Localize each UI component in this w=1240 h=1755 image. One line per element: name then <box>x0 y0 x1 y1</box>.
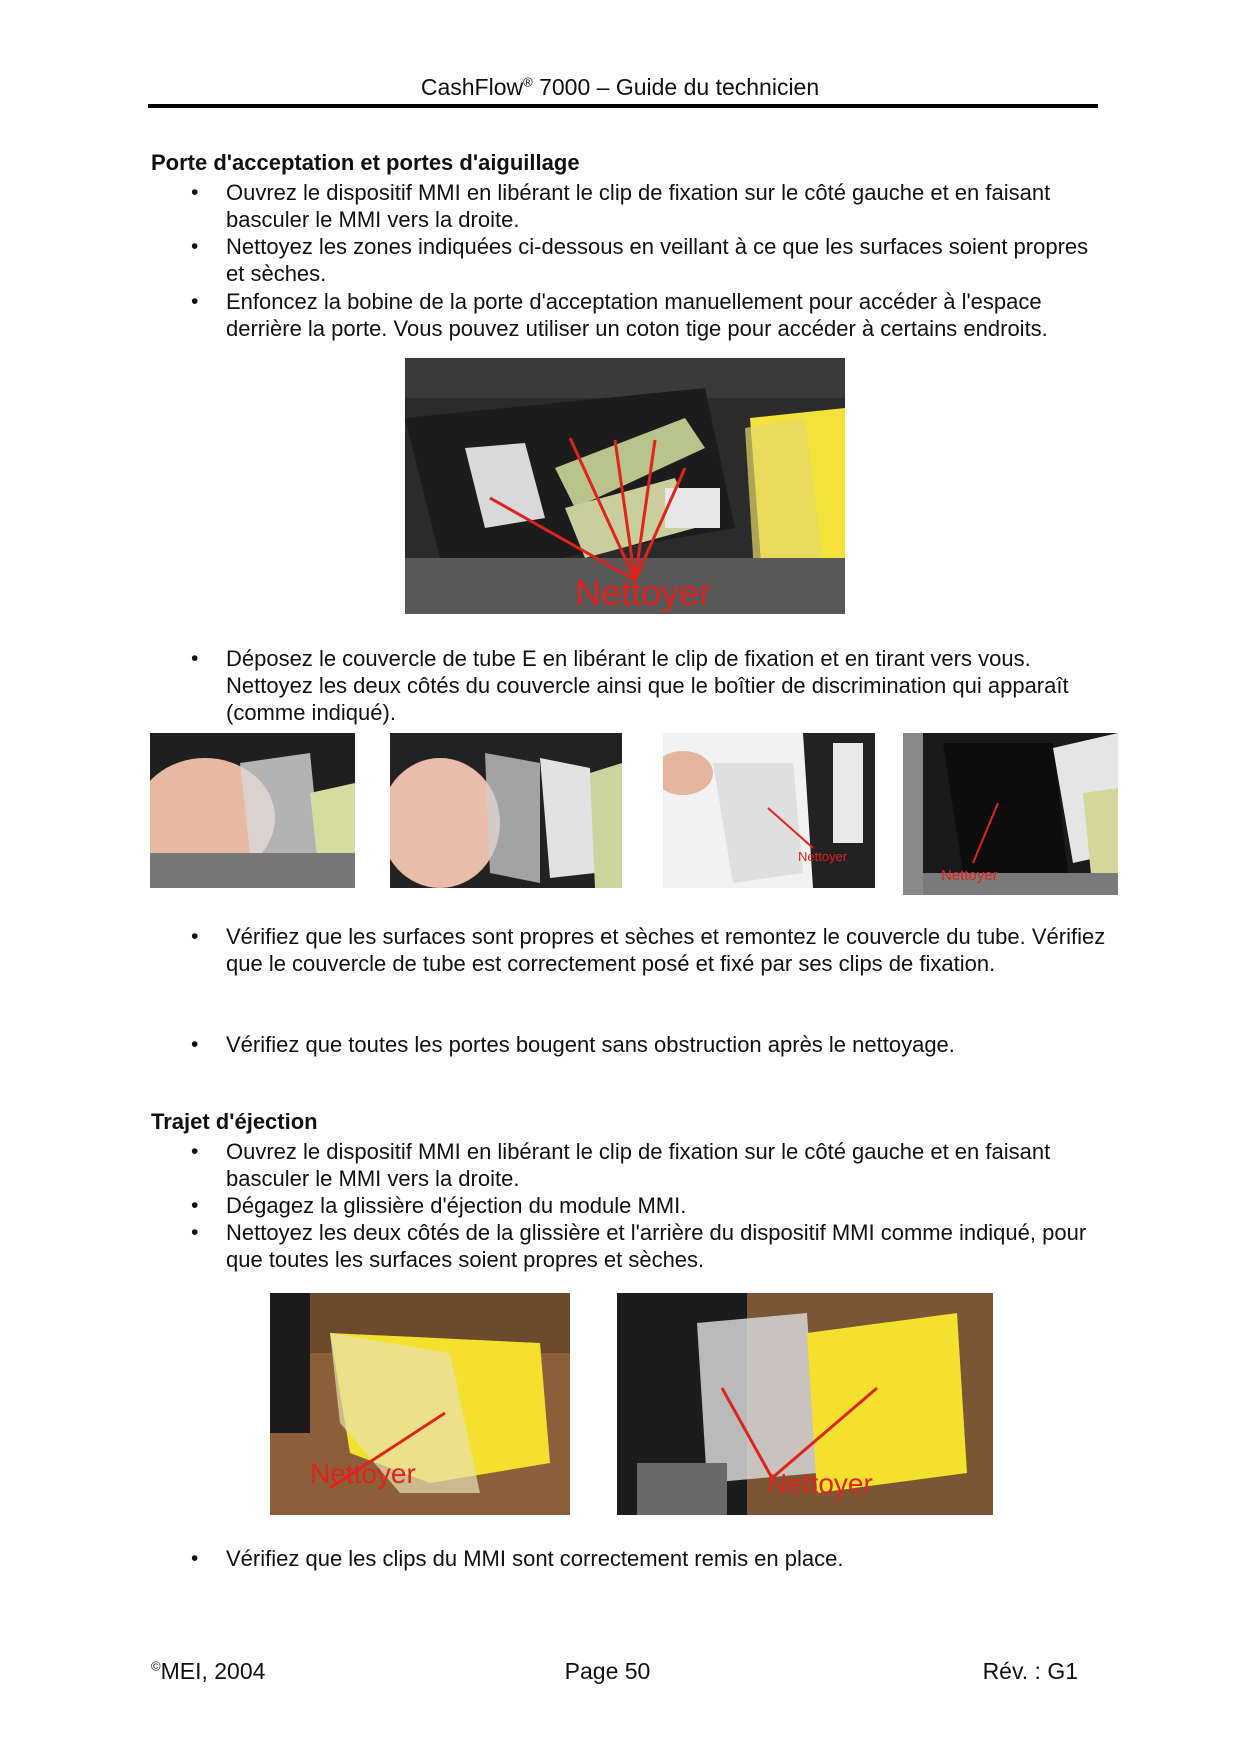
header-brand: CashFlow <box>420 74 524 100</box>
photo-ejection-slide-front <box>270 1293 570 1515</box>
photo-acceptance-gate <box>405 358 845 614</box>
section-heading-acceptance-gates: Porte d'acceptation et portes d'aiguillage <box>151 150 580 175</box>
list-item: Nettoyez les deux côtés de la glissière et l'arrière du dispositif MMI comme indiqué, pour que toutes les surfaces soient propres et sèches. <box>226 1220 1087 1272</box>
bullet-marker: • <box>191 1221 199 1244</box>
copyright-symbol: © <box>151 1658 161 1674</box>
callout-label: Nettoyer <box>575 572 712 613</box>
list-item: Vérifiez que toutes les portes bougent sans obstruction après le nettoyage. <box>226 1032 955 1057</box>
bullet-marker: • <box>191 925 199 948</box>
section-heading-ejection-path: Trajet d'éjection <box>151 1109 318 1134</box>
list-item: Ouvrez le dispositif MMI en libérant le clip de fixation sur le côté gauche et en faisant basculer le MMI vers la droite. <box>226 1139 1051 1191</box>
photo-tube-cover-step-1 <box>150 733 355 888</box>
header-title-rest: 7000 – Guide du technicien <box>532 74 820 100</box>
photo-tube-cover-step-2 <box>390 733 622 888</box>
header-rule <box>148 104 1098 108</box>
bullet-marker: • <box>191 1547 199 1570</box>
bullet-marker: • <box>191 1033 199 1056</box>
registered-mark: ® <box>523 74 533 90</box>
list-item: Vérifiez que les clips du MMI sont correctement remis en place. <box>226 1546 844 1571</box>
bullet-marker: • <box>191 1140 199 1163</box>
list-item: Déposez le couvercle de tube E en libérant le clip de fixation et en tirant vers vous. Nettoyez les deux côtés du couvercle ainsi que le boîtier de discrimination qui apparaît (comme indiqué). <box>226 646 1069 725</box>
callout-label: Nettoyer <box>310 1458 416 1489</box>
copyright-text: MEI, 2004 <box>160 1658 266 1684</box>
callout-label: Nettoyer <box>798 849 848 864</box>
bullet-marker: • <box>191 1194 199 1217</box>
bullet-marker: • <box>191 235 199 258</box>
photo-discrimination-housing <box>903 733 1118 895</box>
bullet-marker: • <box>191 290 199 313</box>
bullet-marker: • <box>191 647 199 670</box>
list-item: Nettoyez les zones indiquées ci-dessous en veillant à ce que les surfaces soient propres et sèches. <box>226 234 1089 286</box>
list-item: Vérifiez que les surfaces sont propres et sèches et remontez le couvercle du tube. Vérifiez que le couvercle de tube est correctement posé et fixé par ses clips de fixation. <box>226 924 1106 976</box>
photo-tube-cover-removed <box>663 733 875 888</box>
photo-ejection-slide-rear <box>617 1293 993 1515</box>
list-item: Dégagez la glissière d'éjection du module MMI. <box>226 1193 687 1218</box>
list-item: Ouvrez le dispositif MMI en libérant le clip de fixation sur le côté gauche et en faisant basculer le MMI vers la droite. <box>226 180 1051 232</box>
list-item: Enfoncez la bobine de la porte d'acceptation manuellement pour accéder à l'espace derrière la porte. Vous pouvez utiliser un coton tige pour accéder à certains endroits. <box>226 289 1048 341</box>
footer-revision: Rév. : G1 <box>982 1658 1078 1684</box>
bullet-marker: • <box>191 181 199 204</box>
callout-label: Nettoyer <box>941 867 998 884</box>
document-header <box>0 74 1240 101</box>
callout-label: Nettoyer <box>767 1468 873 1499</box>
footer-page-number: Page 50 <box>564 1658 651 1684</box>
